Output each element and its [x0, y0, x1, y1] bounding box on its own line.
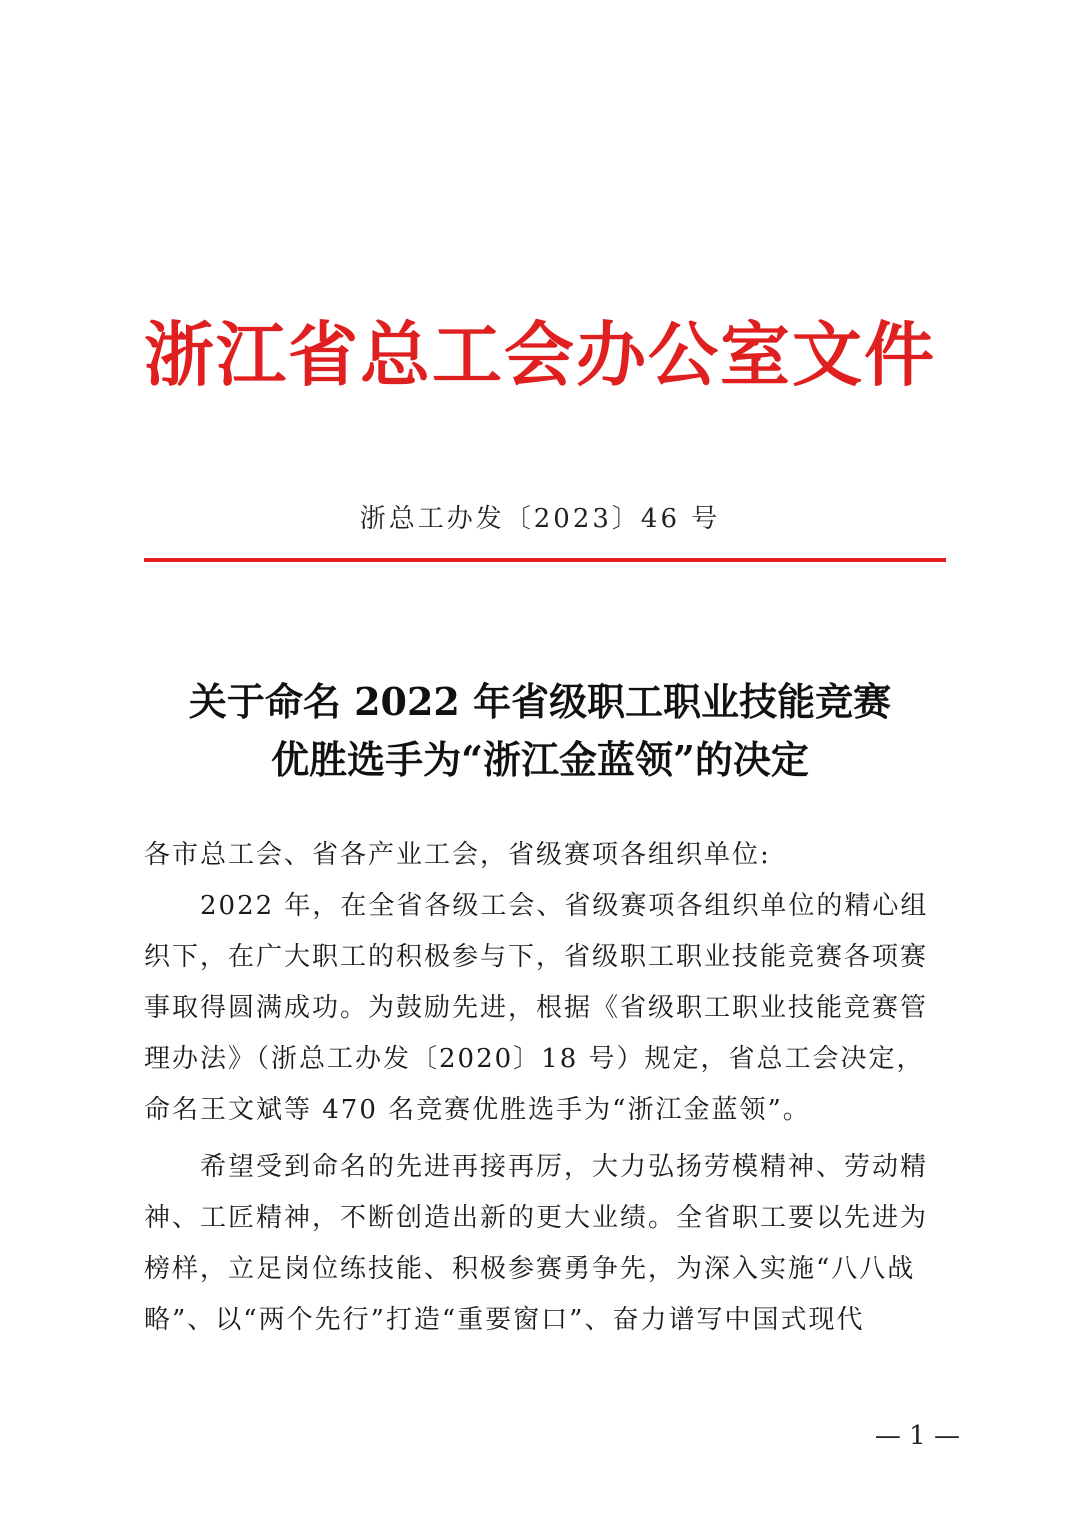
paragraph-1 [144, 881, 946, 1136]
paragraph-line: 2022 年，在全省各级工会、省级赛项各组织单位的精心组 [200, 891, 929, 921]
paragraph-line: 事取得圆满成功。为鼓励先进，根据《省级职工职业技能竞赛管 [144, 993, 929, 1023]
document-title [0, 673, 1080, 789]
page-number: — 1 — [874, 1421, 960, 1451]
paragraph-line: 织下，在广大职工的积极参与下，省级职工职业技能竞赛各项赛 [144, 942, 929, 972]
paragraph-line: 理办法》（浙总工办发〔2020〕18 号）规定，省总工会决定， [144, 1044, 925, 1074]
paragraph-line: 榜样，立足岗位练技能、积极参赛勇争先，为深入实施“八八战 [144, 1254, 916, 1284]
paragraph-line: 命名王文斌等 470 名竞赛优胜选手为“浙江金蓝领”。 [144, 1095, 811, 1125]
document-title-line-2: 优胜选手为“浙江金蓝领”的决定 [271, 737, 809, 782]
document-title-line-1: 关于命名 2022 年省级职工职业技能竞赛 [188, 679, 892, 724]
red-separator-line [144, 558, 946, 562]
document-number: 浙总工办发〔2023〕46 号 [359, 504, 721, 534]
salutation: 各市总工会、省各产业工会，省级赛项各组织单位: [144, 840, 771, 870]
paragraph-line: 希望受到命名的先进再接再厉，大力弘扬劳模精神、劳动精 [200, 1152, 929, 1182]
document-body [144, 830, 946, 1346]
paragraph-line: 神、工匠精神，不断创造出新的更大业绩。全省职工要以先进为 [144, 1203, 929, 1233]
issuer-header-title: 浙江省总工会办公室文件 [144, 314, 936, 396]
paragraph-2 [144, 1142, 946, 1346]
paragraph-line: 略”、以“两个先行”打造“重要窗口”、奋力谱写中国式现代 [144, 1305, 865, 1335]
